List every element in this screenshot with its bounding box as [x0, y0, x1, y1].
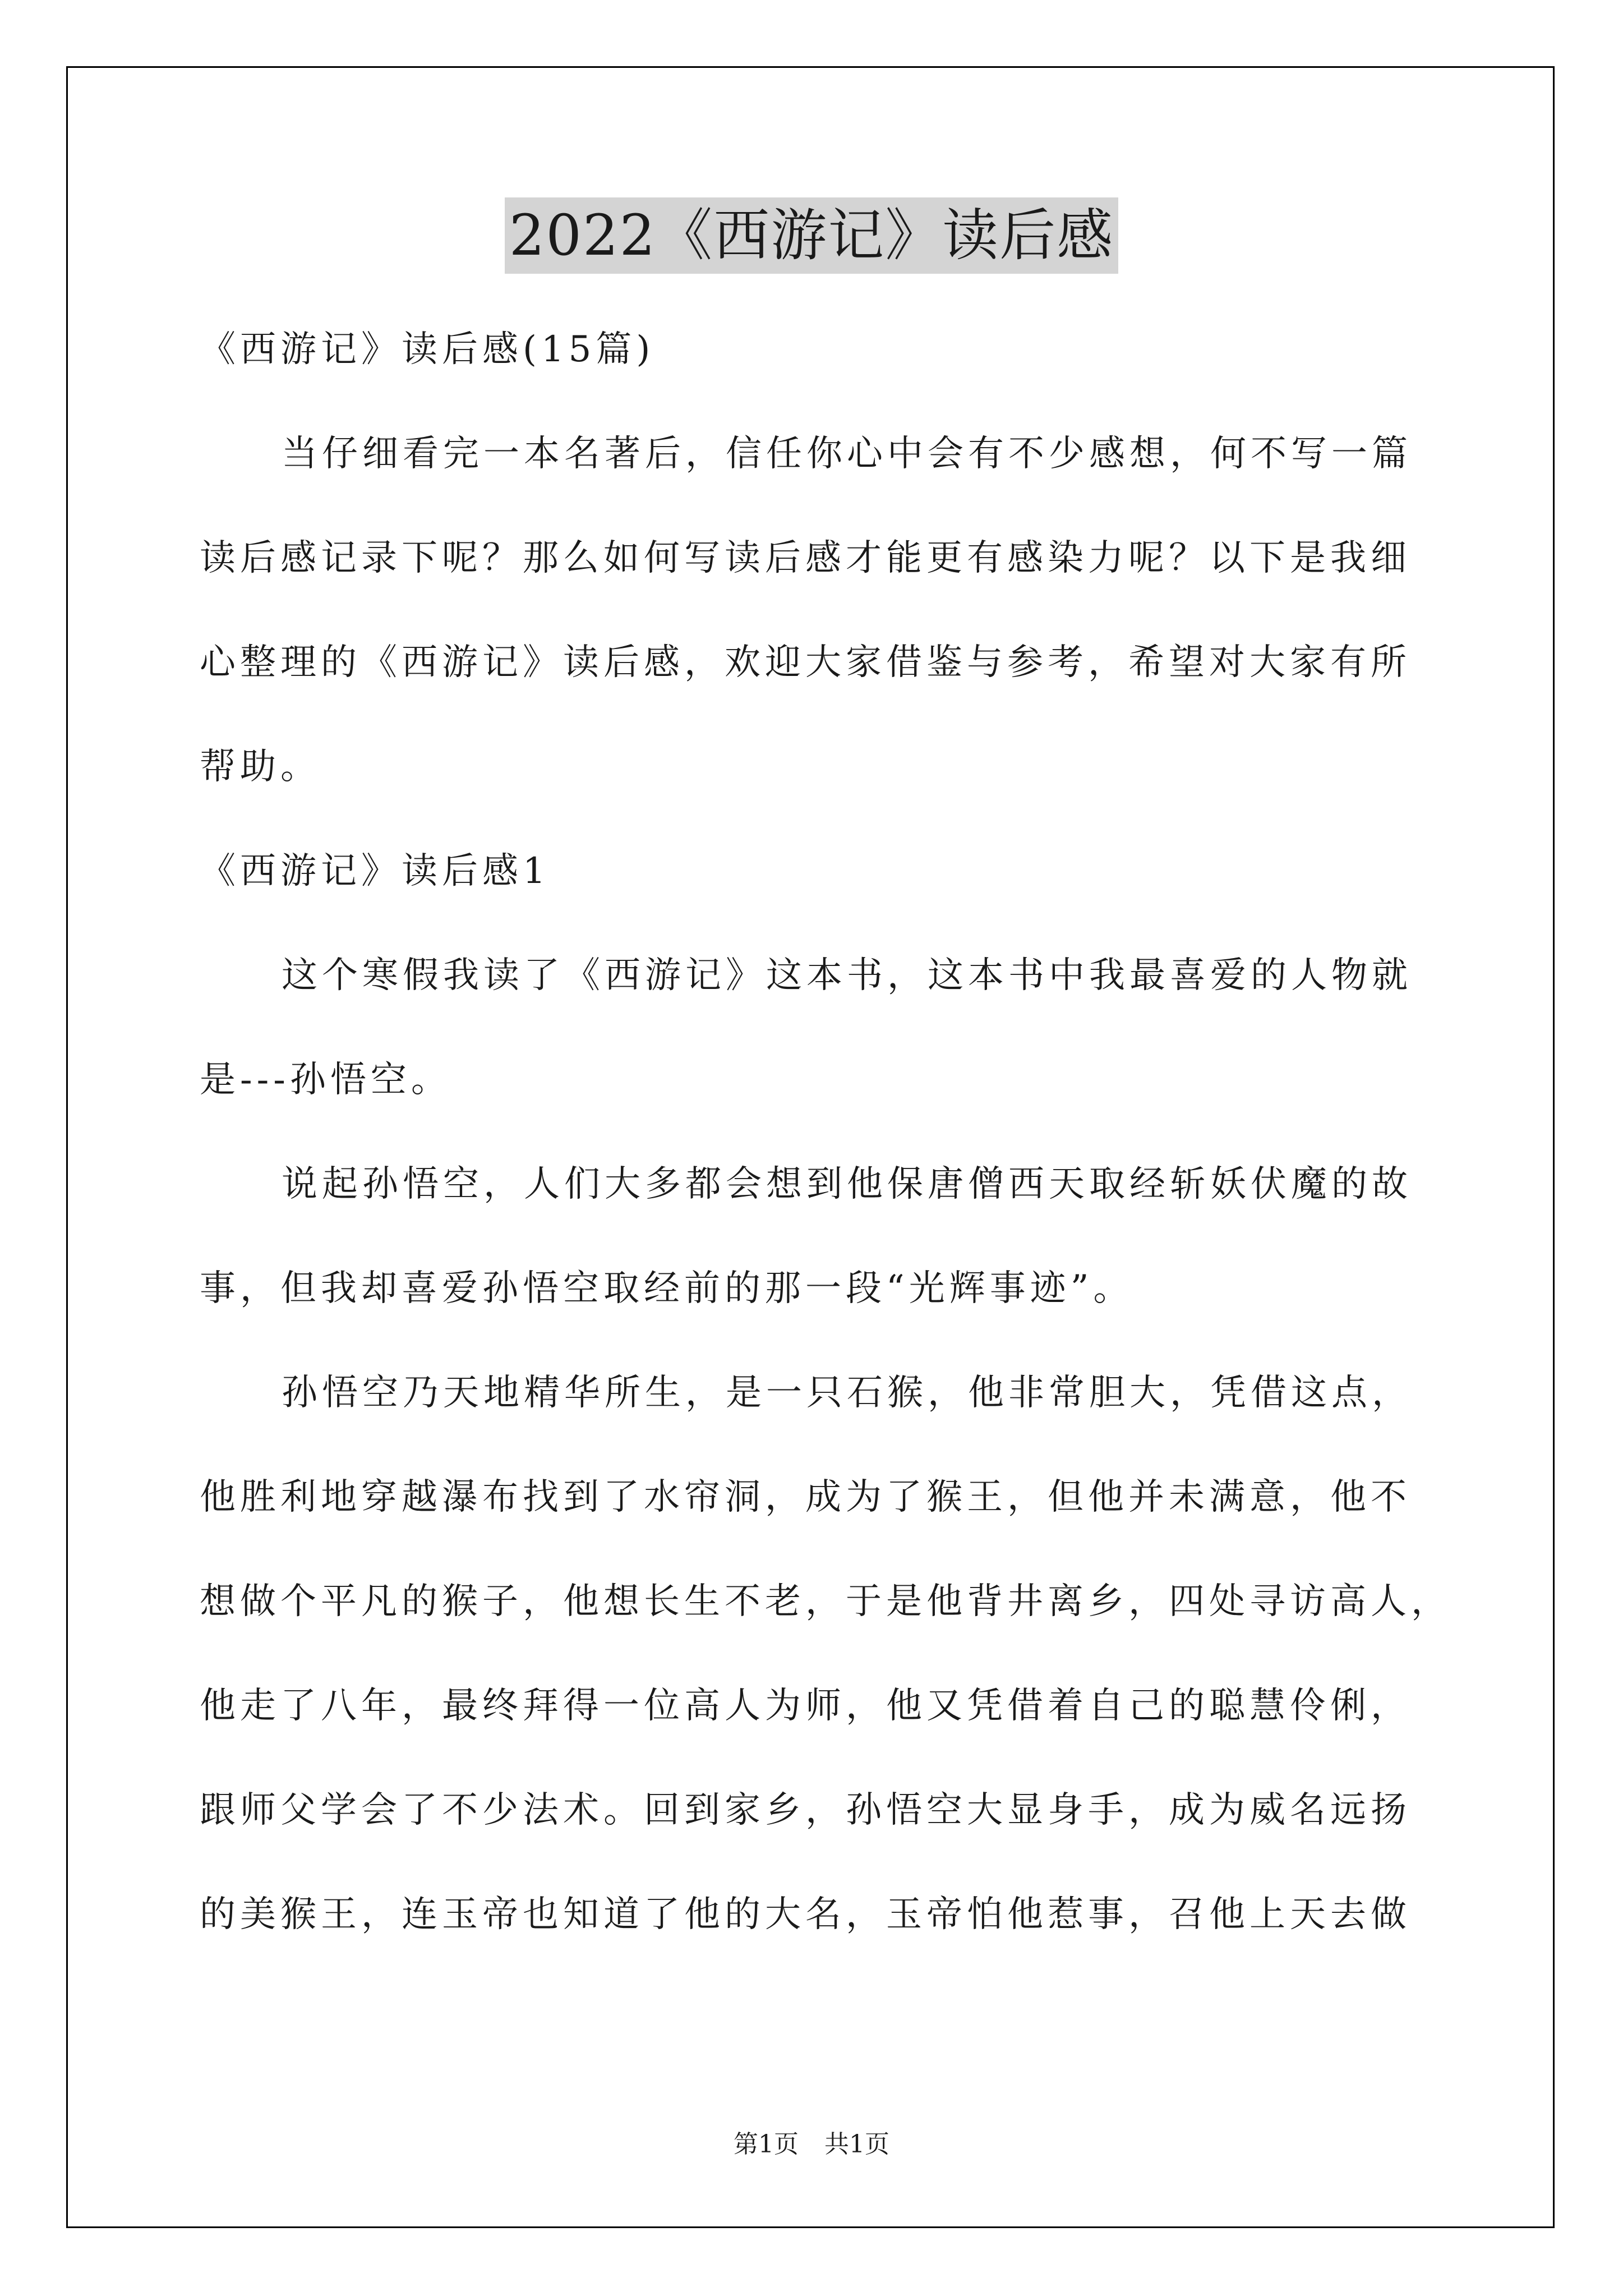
text-line: 读后感记录下呢？那么如何写读后感才能更有感染力呢？以下是我细 — [200, 537, 1411, 579]
text-line: 孙悟空乃天地精华所生，是一只石猴，他非常胆大，凭借这点， — [282, 1372, 1412, 1414]
text-line: 想做个平凡的猴子，他想长生不老，于是他背井离乡，四处寻访高人， — [200, 1581, 1451, 1622]
text-line: 心整理的《西游记》读后感，欢迎大家借鉴与参考，希望对大家有所 — [200, 642, 1411, 683]
text-line: 跟师父学会了不少法术。回到家乡，孙悟空大显身手，成为威名远扬 — [200, 1789, 1411, 1831]
text-line: 当仔细看完一本名著后，信任你心中会有不少感想，何不写一篇 — [282, 433, 1412, 475]
text-line: 《西游记》读后感1 — [200, 850, 550, 892]
title-container — [0, 197, 1623, 274]
text-line: 事，但我却喜爱孙悟空取经前的那一段“光辉事迹”。 — [200, 1268, 1134, 1309]
document-title: 2022《西游记》读后感 — [505, 197, 1119, 274]
document-body — [200, 297, 1456, 1967]
page-number: 第1页 — [734, 2130, 799, 2159]
text-line: 说起孙悟空，人们大多都会想到他保唐僧西天取经斩妖伏魔的故 — [282, 1163, 1412, 1205]
text-line: 帮助。 — [200, 746, 321, 788]
text-line: 这个寒假我读了《西游记》这本书，这本书中我最喜爱的人物就 — [282, 955, 1412, 996]
page-footer — [0, 2129, 1623, 2160]
text-line: 《西游记》读后感(15篇) — [200, 329, 655, 370]
text-line: 他胜利地穿越瀑布找到了水帘洞，成为了猴王，但他并未满意，他不 — [200, 1476, 1411, 1518]
text-line: 是---孙悟空。 — [200, 1059, 451, 1101]
text-line: 他走了八年，最终拜得一位高人为师，他又凭借着自己的聪慧伶俐， — [200, 1685, 1411, 1727]
page-total: 共1页 — [824, 2130, 889, 2159]
text-line: 的美猴王，连玉帝也知道了他的大名，玉帝怕他惹事，召他上天去做 — [200, 1894, 1411, 1935]
